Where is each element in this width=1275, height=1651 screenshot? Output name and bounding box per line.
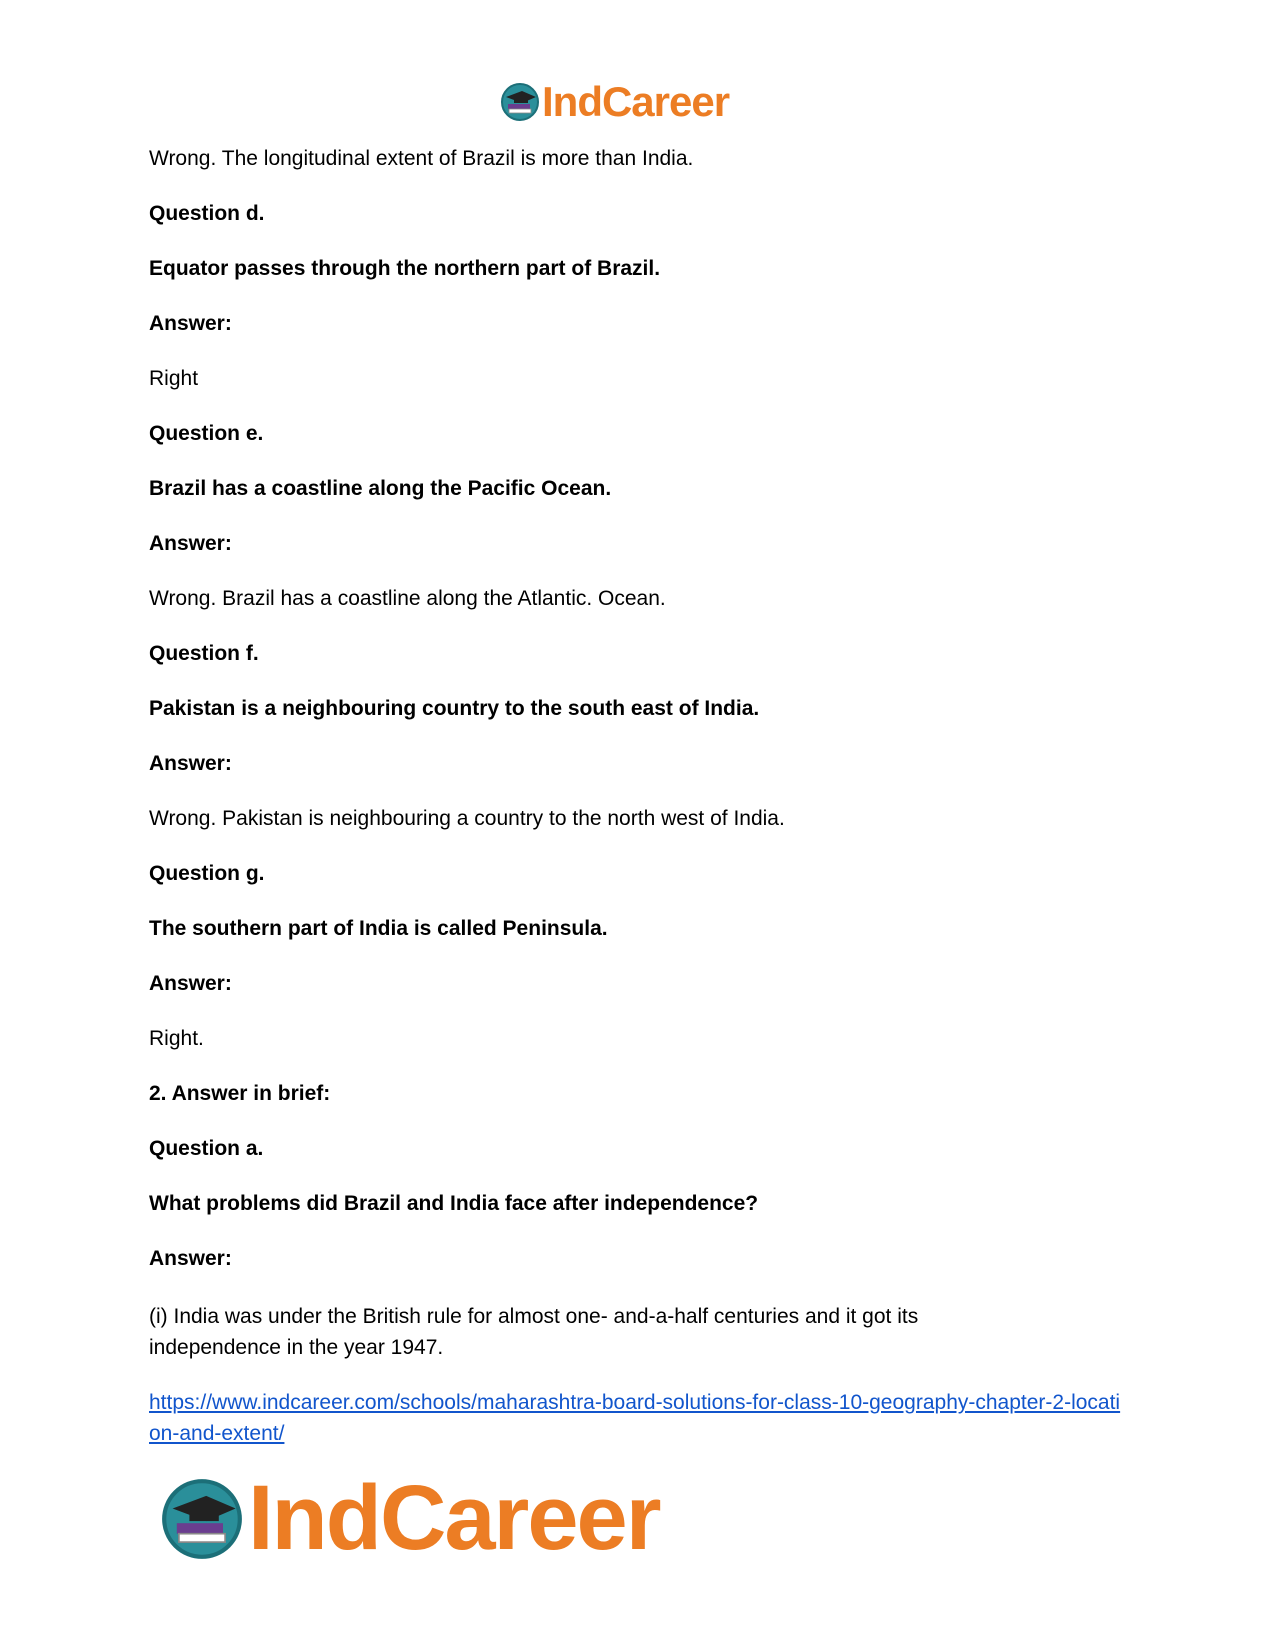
bold-text-line: Question f.: [149, 642, 259, 665]
text-line: Right.: [149, 1027, 204, 1050]
graduation-cap-book-icon: [160, 1477, 244, 1561]
graduation-cap-book-icon: [500, 82, 540, 122]
bold-text-line: Question g.: [149, 862, 265, 885]
bold-text-line: Equator passes through the northern part of Brazil.: [149, 257, 661, 280]
answer-paragraph: (i) India was under the British rule for almost one- and-a-half centuries and it got its independence in the year 1947.: [149, 1305, 919, 1359]
logo-text: IndCareer: [542, 78, 730, 125]
bold-text-line: Answer:: [149, 972, 232, 995]
indcareer-logo-bottom: [160, 1466, 660, 1571]
text-line: Wrong. Pakistan is neighbouring a country to the north west of India.: [149, 807, 785, 830]
bold-text-line: Answer:: [149, 752, 232, 775]
text-line: Wrong. Brazil has a coastline along the Atlantic. Ocean.: [149, 587, 666, 610]
text-line: Right: [149, 367, 199, 390]
bold-text-line: Answer:: [149, 312, 232, 335]
bold-text-line: Answer:: [149, 1247, 232, 1270]
document-body: [149, 146, 1129, 1449]
bold-text-line: The southern part of India is called Peninsula.: [149, 917, 608, 940]
logo-text: IndCareer: [248, 1467, 660, 1569]
bold-text-line: Answer:: [149, 532, 232, 555]
bold-text-line: Question a.: [149, 1137, 264, 1160]
indcareer-logo-top: [500, 78, 729, 126]
bold-text-line: 2. Answer in brief:: [149, 1082, 331, 1105]
bold-text-line: Question e.: [149, 422, 264, 445]
source-link[interactable]: https://www.indcareer.com/schools/maharashtra-board-solutions-for-class-10-geography-chapter-2-location-and-extent/: [149, 1391, 1121, 1445]
bold-text-line: Pakistan is a neighbouring country to the south east of India.: [149, 697, 760, 720]
bold-text-line: What problems did Brazil and India face after independence?: [149, 1192, 759, 1215]
text-line: Wrong. The longitudinal extent of Brazil is more than India.: [149, 147, 694, 170]
bold-text-line: Brazil has a coastline along the Pacific Ocean.: [149, 477, 612, 500]
bold-text-line: Question d.: [149, 202, 265, 225]
